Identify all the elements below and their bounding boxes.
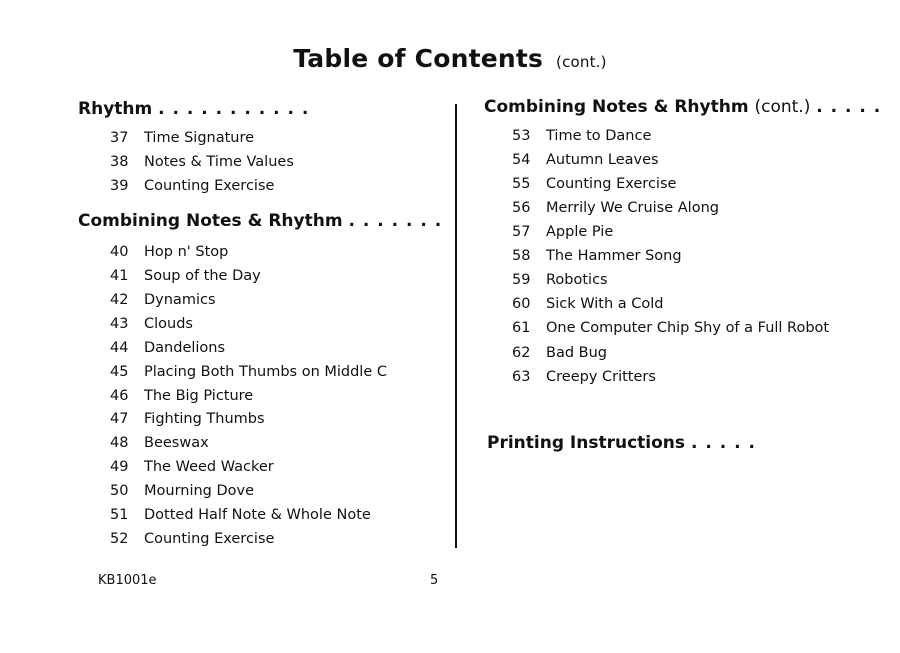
entry-number: 46 — [110, 388, 129, 404]
toc-entry[interactable] — [110, 244, 228, 260]
page-number: 5 — [430, 573, 439, 588]
entry-title: Counting Exercise — [144, 531, 275, 547]
entry-title: Placing Both Thumbs on Middle C — [144, 364, 387, 380]
section-heading-text: Printing Instructions — [487, 433, 686, 453]
entry-title: Soup of the Day — [144, 268, 261, 284]
leader-dots: . . . . . . . — [348, 211, 443, 231]
page-title — [0, 44, 900, 73]
section-heading-rhythm[interactable] — [78, 99, 309, 119]
entry-number: 63 — [512, 369, 531, 385]
section-heading-text: Combining Notes & Rhythm — [78, 211, 343, 231]
entry-title: Dandelions — [144, 340, 226, 356]
toc-entry[interactable] — [110, 292, 216, 308]
entry-number: 44 — [110, 340, 129, 356]
section-heading-combining[interactable] — [78, 211, 442, 231]
entry-number: 41 — [110, 268, 129, 284]
leader-dots: . . . . . — [816, 97, 882, 117]
toc-entry[interactable] — [110, 340, 225, 356]
entry-title: The Hammer Song — [546, 248, 682, 264]
entry-title: The Weed Wacker — [144, 459, 274, 475]
entry-title: One Computer Chip Shy of a Full Robot — [546, 320, 830, 336]
entry-number: 43 — [110, 316, 129, 332]
entry-title: Beeswax — [144, 435, 209, 451]
toc-entry[interactable] — [110, 459, 274, 475]
section-heading-text: Rhythm — [78, 99, 153, 119]
toc-entry[interactable] — [110, 507, 371, 523]
section-heading-text: Combining Notes & Rhythm — [484, 97, 749, 117]
entry-title: Sick With a Cold — [546, 296, 664, 312]
entry-number: 38 — [110, 154, 129, 170]
entry-title: Counting Exercise — [546, 176, 677, 192]
entry-title: Fighting Thumbs — [144, 411, 265, 427]
section-heading-printing[interactable] — [487, 433, 756, 453]
toc-entry[interactable] — [110, 316, 193, 332]
entry-title: Robotics — [546, 272, 608, 288]
toc-entry[interactable] — [110, 268, 261, 284]
entry-number: 47 — [110, 411, 129, 427]
entry-number: 42 — [110, 292, 129, 308]
toc-entry[interactable] — [512, 224, 613, 240]
leader-dots: . . . . . . . . . . . — [158, 99, 310, 119]
entry-title: Dynamics — [144, 292, 216, 308]
entry-number: 45 — [110, 364, 129, 380]
entry-number: 39 — [110, 178, 129, 194]
entry-title: Counting Exercise — [144, 178, 275, 194]
entry-title: Clouds — [144, 316, 193, 332]
entry-number: 58 — [512, 248, 531, 264]
toc-entry[interactable] — [110, 483, 254, 499]
entry-number: 53 — [512, 128, 531, 144]
entry-number: 50 — [110, 483, 129, 499]
entry-number: 51 — [110, 507, 129, 523]
toc-entry[interactable] — [512, 176, 676, 192]
toc-entry[interactable] — [110, 411, 265, 427]
entry-number: 62 — [512, 345, 531, 361]
toc-entry[interactable] — [512, 152, 659, 168]
page-title-suffix: (cont.) — [556, 53, 607, 71]
page-title-text: Table of Contents — [293, 44, 544, 73]
toc-entry[interactable] — [512, 128, 651, 144]
entry-number: 52 — [110, 531, 129, 547]
entry-title: Mourning Dove — [144, 483, 255, 499]
column-divider — [455, 104, 457, 548]
entry-number: 49 — [110, 459, 129, 475]
entry-title: Creepy Critters — [546, 369, 656, 385]
entry-number: 48 — [110, 435, 129, 451]
toc-entry[interactable] — [512, 296, 663, 312]
entry-title: Hop n' Stop — [144, 244, 229, 260]
entry-title: Time Signature — [144, 130, 255, 146]
footer-code: KB1001e — [98, 573, 157, 588]
section-heading-combining-cont[interactable] — [484, 97, 881, 117]
toc-entry[interactable] — [110, 388, 253, 404]
entry-number: 40 — [110, 244, 129, 260]
section-heading-suffix: (cont.) — [754, 97, 811, 117]
entry-number: 60 — [512, 296, 531, 312]
toc-entry[interactable] — [110, 178, 274, 194]
toc-entry[interactable] — [512, 320, 829, 336]
toc-entry[interactable] — [110, 154, 294, 170]
toc-entry[interactable] — [110, 130, 254, 146]
toc-entry[interactable] — [110, 364, 387, 380]
entry-title: Dotted Half Note & Whole Note — [144, 507, 371, 523]
toc-entry[interactable] — [512, 345, 607, 361]
entry-number: 37 — [110, 130, 129, 146]
toc-entry[interactable] — [512, 272, 608, 288]
entry-title: Notes & Time Values — [144, 154, 294, 170]
toc-entry[interactable] — [512, 248, 682, 264]
entry-number: 56 — [512, 200, 531, 216]
leader-dots: . . . . . — [690, 433, 756, 453]
entry-number: 57 — [512, 224, 531, 240]
entry-title: Bad Bug — [546, 345, 607, 361]
toc-entry[interactable] — [512, 200, 719, 216]
entry-title: Time to Dance — [546, 128, 652, 144]
entry-title: Apple Pie — [546, 224, 614, 240]
toc-entry[interactable] — [512, 369, 656, 385]
entry-number: 59 — [512, 272, 531, 288]
toc-entry[interactable] — [110, 531, 274, 547]
entry-number: 54 — [512, 152, 531, 168]
entry-title: Autumn Leaves — [546, 152, 659, 168]
entry-title: The Big Picture — [144, 388, 254, 404]
entry-number: 61 — [512, 320, 531, 336]
entry-title: Merrily We Cruise Along — [546, 200, 719, 216]
toc-entry[interactable] — [110, 435, 209, 451]
entry-number: 55 — [512, 176, 531, 192]
